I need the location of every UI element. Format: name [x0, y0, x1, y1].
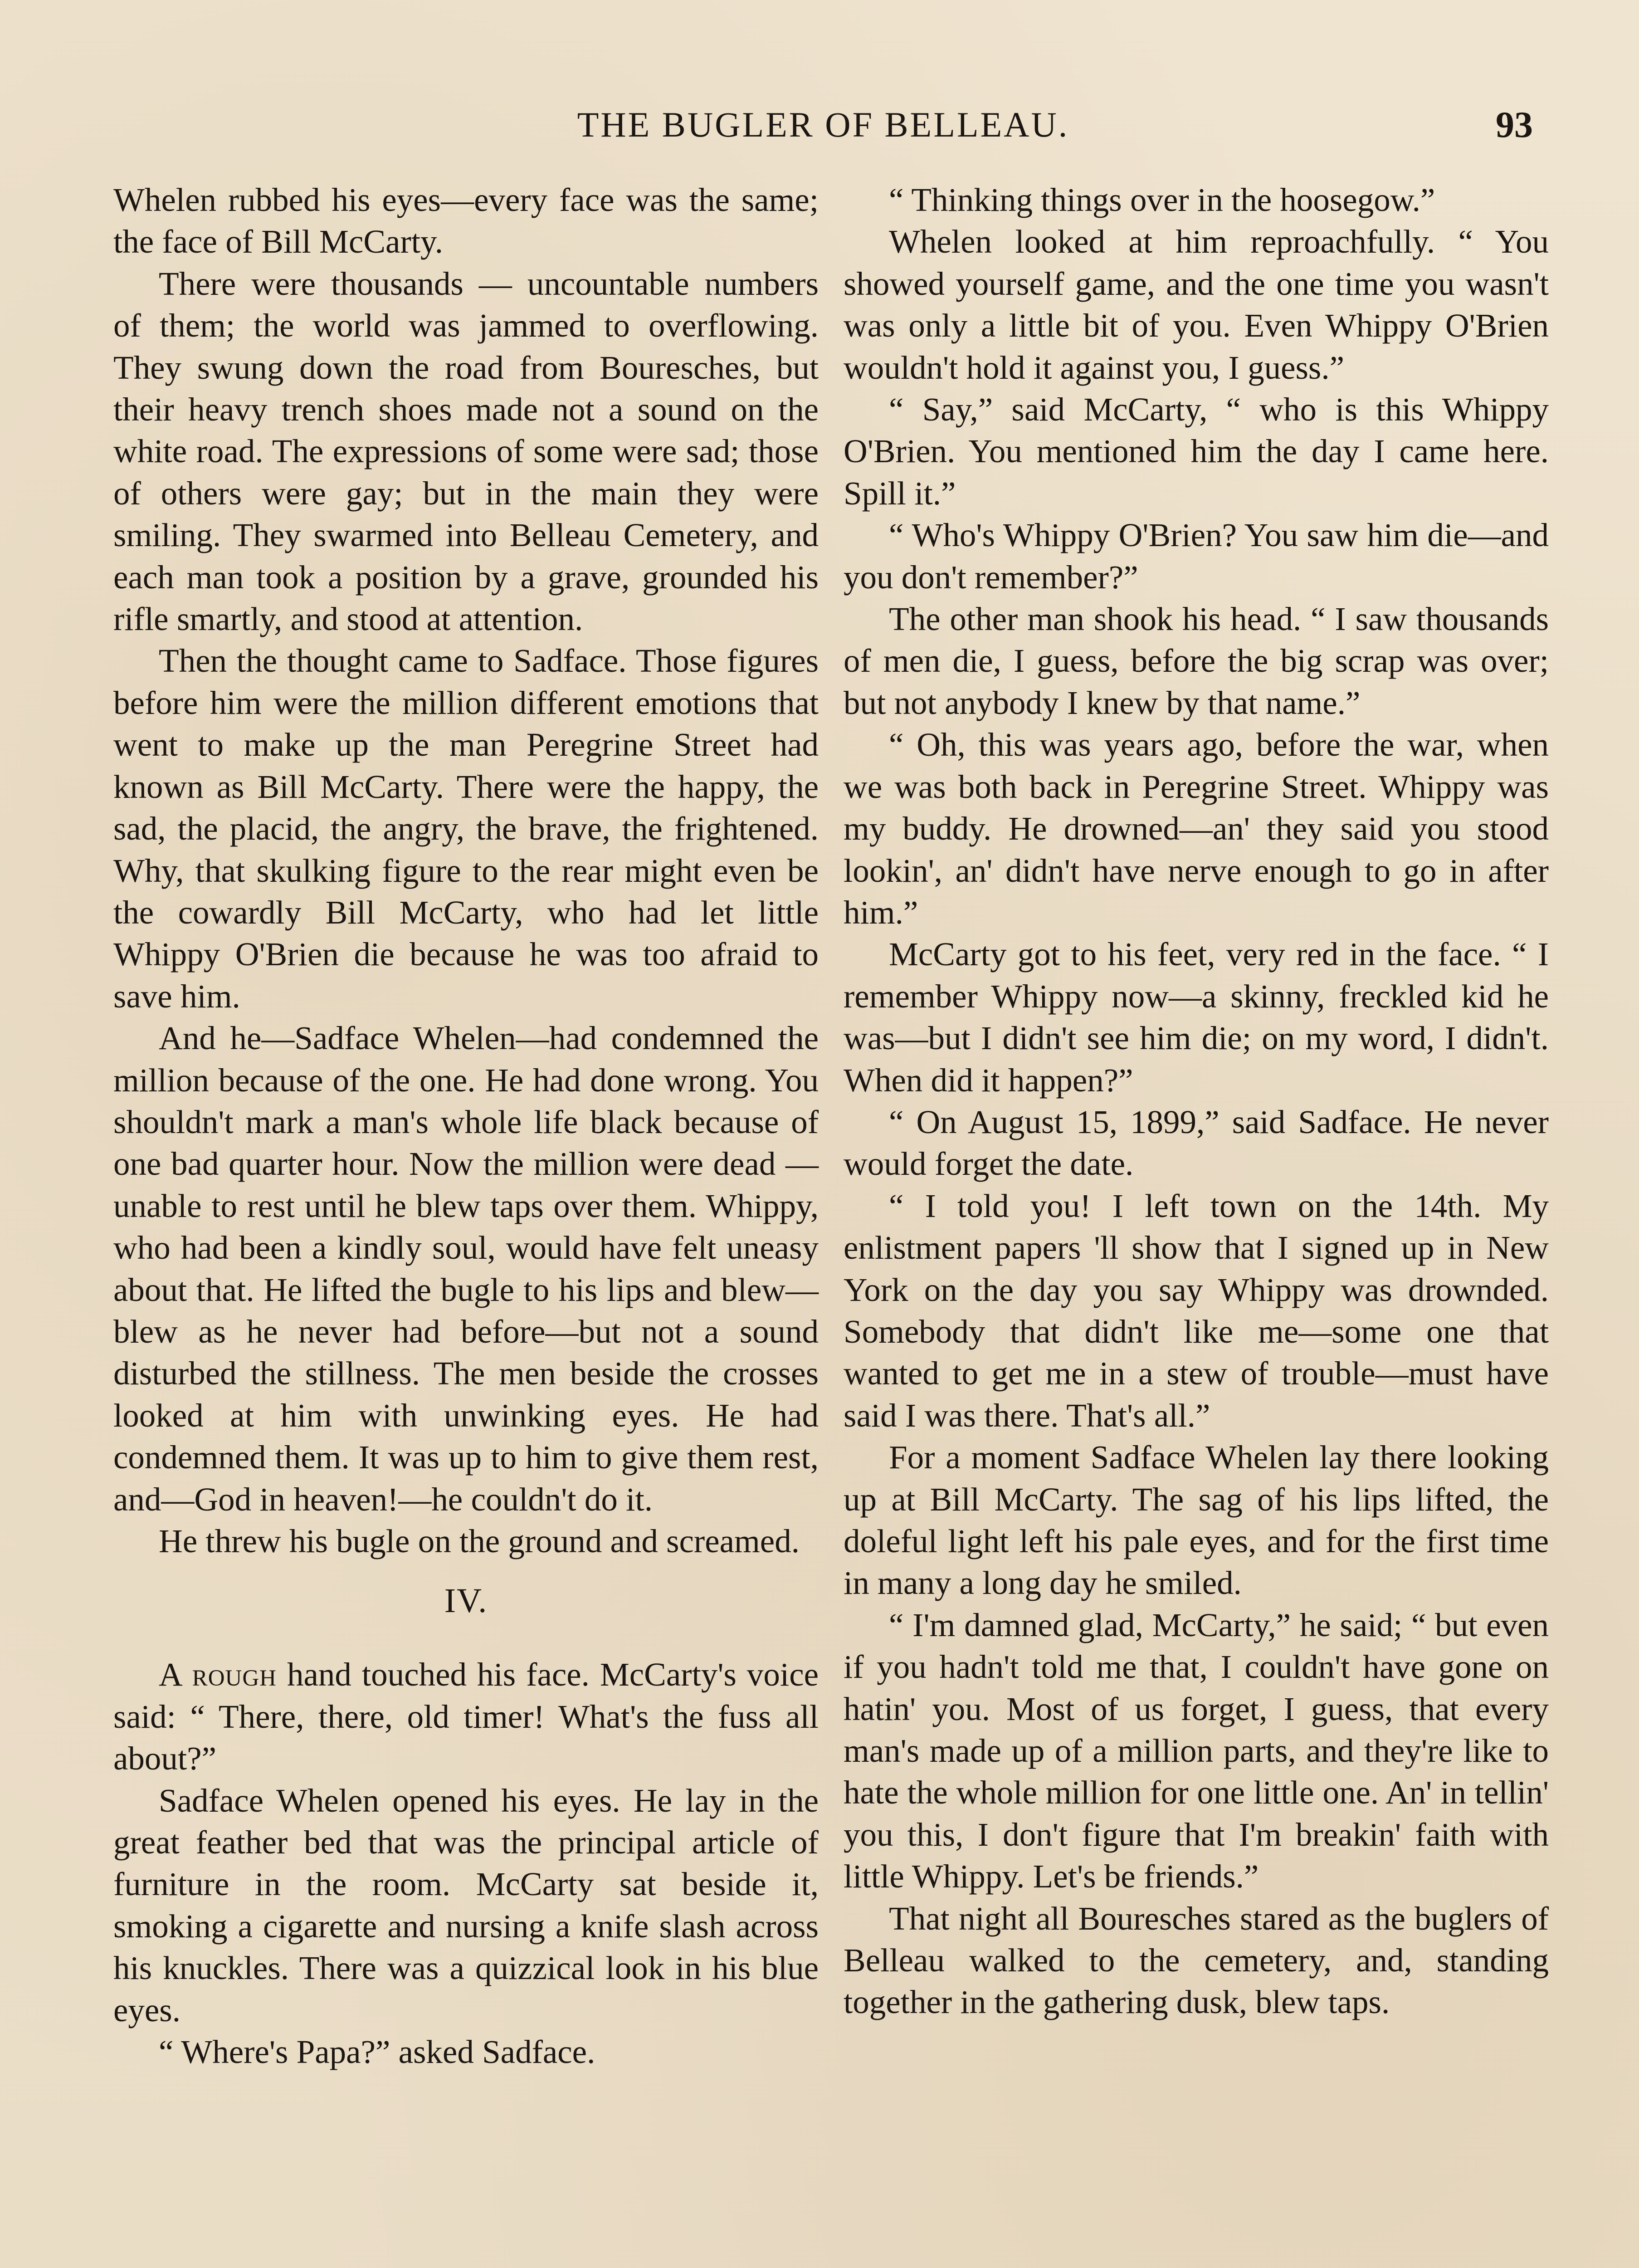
paragraph: “ I'm damned glad, McCarty,” he said; “ but even if you hadn't told me that, I couldn't have gone on hatin' you. Most of us forget, I guess, that every man's made up of a million parts, and they're like to hate the whole million for one little one. An' in tellin' you this, I don't figure that I'm breakin' faith with little Whippy. Let's be friends.” [844, 1606, 1549, 1895]
paragraph: That night all Bouresches stared as the buglers of Belleau walked to the cemetery, and, standing together in the gathering dusk, blew taps. [844, 1900, 1549, 2021]
paragraph: Sadface Whelen opened his eyes. He lay in the great feather bed that was the principal article of furniture in the room. McCarty sat beside it, smoking a cigarette and nursing a knife slash across his knuckles. There was a quizzical look in his blue eyes. [113, 1782, 819, 2028]
paragraph-text: hand touched his face. McCarty's voice said: “ There, there, old timer! What's the fuss all about?” [113, 1656, 819, 1777]
paragraph: For a moment Sadface Whelen lay there looking up at Bill McCarty. The sag of his lips lifted, the doleful light left his pale eyes, and for the first time in many a long day he smiled. [844, 1439, 1549, 1602]
paragraph: Whelen rubbed his eyes—every face was the same; the face of Bill McCarty. [113, 181, 819, 260]
paragraph: “ On August 15, 1899,” said Sadface. He never would forget the date. [844, 1103, 1549, 1183]
paragraph: Whelen looked at him reproachfully. “ You showed yourself game, and the one time you wasn't was only a little bit of you. Even Whippy O'Brien wouldn't hold it against you, I guess.” [844, 223, 1549, 386]
paragraph: “ Where's Papa?” asked Sadface. [159, 2033, 595, 2071]
right-column [844, 179, 1549, 2024]
left-column [113, 179, 819, 2073]
paragraph: Then the thought came to Sadface. Those figures before him were the million different emotions that went to make up the man Peregrine Street had known as Bill McCarty. There were the happy, the sad, the placid, the angry, the brave, the frightened. Why, that skulking figure to the rear might even be the cowardly Bill McCarty, who had let little Whippy O'Brien die because he was too afraid to save him. [113, 642, 819, 1015]
section-number: IV. [444, 1582, 488, 1620]
page-number: 93 [1496, 104, 1533, 145]
page-header [113, 95, 1533, 154]
paragraph: “ Oh, this was years ago, before the war, when we was both back in Peregrine Street. Whippy was my buddy. He drowned—an' they said you stood lookin', an' didn't have nerve enough to go in after him.” [844, 726, 1549, 931]
paragraph: There were thousands — uncountable numbers of them; the world was jammed to overflowing. They swung down the road from Bouresches, but their heavy trench shoes made not a sound on the white road. The expressions of some were sad; those of others were gay; but in the main they were smiling. They swarmed into Belleau Cemetery, and each man took a position by a grave, grounded his rifle smartly, and stood at attention. [113, 265, 819, 638]
paragraph [113, 1654, 819, 1779]
section-lead-words: A rough [159, 1656, 277, 1693]
paragraph: The other man shook his head. “ I saw thousands of men die, I guess, before the big scrap was over; but not anybody I knew by that name.” [844, 601, 1549, 721]
paragraph: McCarty got to his feet, very red in the face. “ I remember Whippy now—a skinny, freckled kid he was—but I didn't see him die; on my word, I didn't. When did it happen?” [844, 936, 1549, 1099]
paragraph: He threw his bugle on the ground and screamed. [159, 1523, 800, 1559]
paragraph: And he—Sadface Whelen—had condemned the million because of the one. He had done wrong. You shouldn't mark a man's whole life black because of one bad quarter hour. Now the million were dead —unable to rest until he blew taps over them. Whippy, who had been a kindly soul, would have felt uneasy about that. He lifted the bugle to his lips and blew—blew as he never had before—but not a sound disturbed the stillness. The men beside the crosses looked at him with unwinking eyes. He had condemned them. It was up to him to give them rest, and—God in heaven!—he couldn't do it. [113, 1020, 819, 1518]
running-head: THE BUGLER OF BELLEAU. [577, 105, 1069, 144]
paragraph: “ Who's Whippy O'Brien? You saw him die—and you don't remember?” [844, 517, 1549, 596]
paragraph: “ I told you! I left town on the 14th. My enlistment papers 'll show that I signed up in New York on the day you say Whippy was drownded. Somebody that didn't like me—some one that wanted to get me in a stew of trouble—must have said I was there. That's all.” [844, 1187, 1549, 1434]
paragraph: “ Say,” said McCarty, “ who is this Whippy O'Brien. You mentioned him the day I came here. Spill it.” [844, 391, 1549, 512]
paragraph: “ Thinking things over in the hoosegow.” [889, 181, 1435, 218]
